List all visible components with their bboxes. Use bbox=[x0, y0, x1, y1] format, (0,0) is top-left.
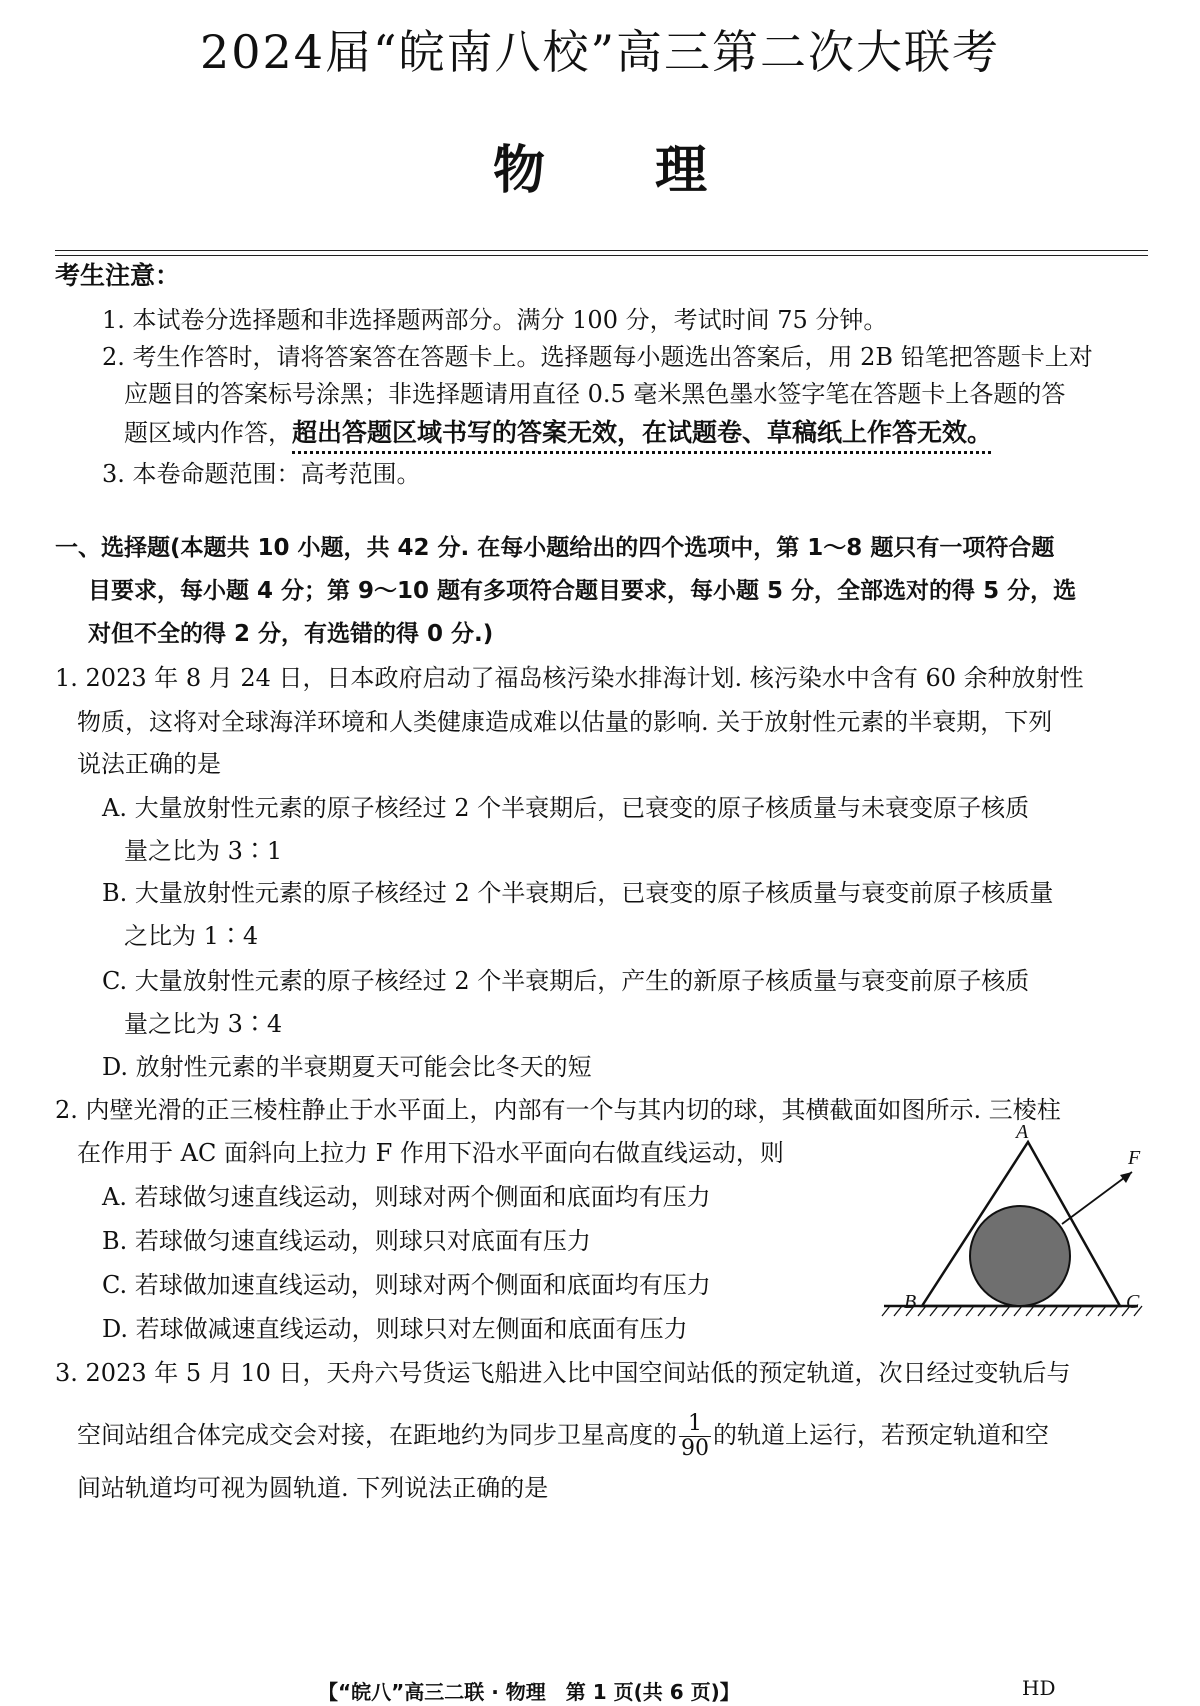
vertex-label-c: C bbox=[1126, 1291, 1140, 1313]
q1-option-a-cont: 量之比为 3∶1 bbox=[124, 837, 283, 865]
ball bbox=[970, 1206, 1070, 1306]
q1-option-a: A. 大量放射性元素的原子核经过 2 个半衰期后，已衰变的原子核质量与未衰变原子核质 bbox=[102, 794, 1030, 822]
section-heading-line-3: 对但不全的得 2 分，有选错的得 0 分.) bbox=[88, 621, 494, 647]
q1-option-c: C. 大量放射性元素的原子核经过 2 个半衰期后，产生的新原子核质量与衰变前原子核质 bbox=[102, 967, 1030, 995]
q1-option-d: D. 放射性元素的半衰期夏天可能会比冬天的短 bbox=[102, 1053, 592, 1081]
q2-option-c: C. 若球做加速直线运动，则球对两个侧面和底面均有压力 bbox=[102, 1271, 711, 1299]
notice-emphasis: 超出答题区域书写的答案无效，在试题卷、草稿纸上作答无效。 bbox=[292, 418, 993, 447]
q3-stem-line-2 bbox=[77, 1412, 1049, 1461]
exam-title: 2024届“皖南八校”高三第二次大联考 bbox=[199, 25, 1001, 79]
q2-option-b: B. 若球做匀速直线运动，则球只对底面有压力 bbox=[102, 1227, 591, 1255]
force-label-f: F bbox=[1128, 1147, 1141, 1169]
notice-item-2-cont: 应题目的答案标号涂黑；非选择题请用直径 0.5 毫米黑色墨水签字笔在答题卡上各题的答 bbox=[124, 380, 1066, 408]
notice-item-2-tail: 题区域内作答， bbox=[124, 419, 292, 447]
notice-item-1: 1. 本试卷分选择题和非选择题两部分。满分 100 分，考试时间 75 分钟。 bbox=[102, 306, 888, 334]
footer-code: HD bbox=[1022, 1676, 1056, 1700]
q3-line-2-before: 空间站组合体完成交会对接，在距地约为同步卫星高度的 bbox=[77, 1421, 677, 1449]
q3-stem-line-3: 间站轨道均可视为圆轨道. 下列说法正确的是 bbox=[77, 1474, 549, 1502]
q2-stem-line-1: 2. 内壁光滑的正三棱柱静止于水平面上，内部有一个与其内切的球，其横截面如图所示. 三棱柱 bbox=[55, 1096, 1061, 1124]
section-heading-line-1: 一、选择题(本题共 10 小题，共 42 分. 在每小题给出的四个选项中，第 1～8 题只有一项符合题 bbox=[55, 535, 1055, 561]
vertex-label-a: A bbox=[1016, 1121, 1029, 1143]
subject-char-1: 物 bbox=[492, 140, 545, 201]
subject-title bbox=[0, 128, 1200, 203]
q1-option-b-cont: 之比为 1∶4 bbox=[124, 922, 259, 950]
divider-line-top bbox=[55, 250, 1148, 251]
fraction-numerator: 1 bbox=[679, 1412, 711, 1437]
section-heading-line-2: 目要求，每小题 4 分；第 9～10 题有多项符合题目要求，每小题 5 分，全部选对的得 5 分，选 bbox=[88, 578, 1077, 604]
force-arrow bbox=[1062, 1172, 1132, 1224]
q2-option-a: A. 若球做匀速直线运动，则球对两个侧面和底面均有压力 bbox=[102, 1183, 711, 1211]
ground-hatch bbox=[882, 1306, 1142, 1316]
divider-line-bottom bbox=[55, 255, 1148, 256]
fraction-one-ninetieth bbox=[679, 1412, 711, 1461]
footer-page-info: 【“皖八”高三二联 · 物理 第 1 页(共 6 页)】 bbox=[318, 1680, 740, 1704]
q1-option-c-cont: 量之比为 3∶4 bbox=[124, 1010, 283, 1038]
subject-char-2: 理 bbox=[655, 140, 708, 201]
prism-ball-figure bbox=[876, 1118, 1152, 1330]
notice-item-2: 2. 考生作答时，请将答案答在答题卡上。选择题每小题选出答案后，用 2B 铅笔把答题卡上对 bbox=[102, 343, 1093, 371]
notice-item-2-end bbox=[124, 417, 992, 449]
q1-option-b: B. 大量放射性元素的原子核经过 2 个半衰期后，已衰变的原子核质量与衰变前原子核质量 bbox=[102, 879, 1054, 907]
q2-option-d: D. 若球做减速直线运动，则球只对左侧面和底面有压力 bbox=[102, 1315, 688, 1343]
arrowhead bbox=[1120, 1172, 1132, 1183]
notice-item-3: 3. 本卷命题范围：高考范围。 bbox=[102, 460, 421, 488]
notice-heading: 考生注意： bbox=[55, 261, 181, 290]
fraction-denominator: 90 bbox=[681, 1436, 709, 1461]
q1-stem-line-3: 说法正确的是 bbox=[77, 750, 221, 778]
q1-stem-line-1: 1. 2023 年 8 月 24 日，日本政府启动了福岛核污染水排海计划. 核污染水中含有 60 余种放射性 bbox=[55, 664, 1084, 692]
q3-line-2-after: 的轨道上运行，若预定轨道和空 bbox=[713, 1421, 1049, 1449]
q2-stem-line-2: 在作用于 AC 面斜向上拉力 F 作用下沿水平面向右做直线运动，则 bbox=[77, 1139, 784, 1167]
q1-stem-line-2: 物质，这将对全球海洋环境和人类健康造成难以估量的影响. 关于放射性元素的半衰期，下列 bbox=[77, 708, 1053, 736]
vertex-label-b: B bbox=[904, 1291, 917, 1313]
q3-stem-line-1: 3. 2023 年 5 月 10 日，天舟六号货运飞船进入比中国空间站低的预定轨道，次日经过变轨后与 bbox=[55, 1359, 1071, 1387]
